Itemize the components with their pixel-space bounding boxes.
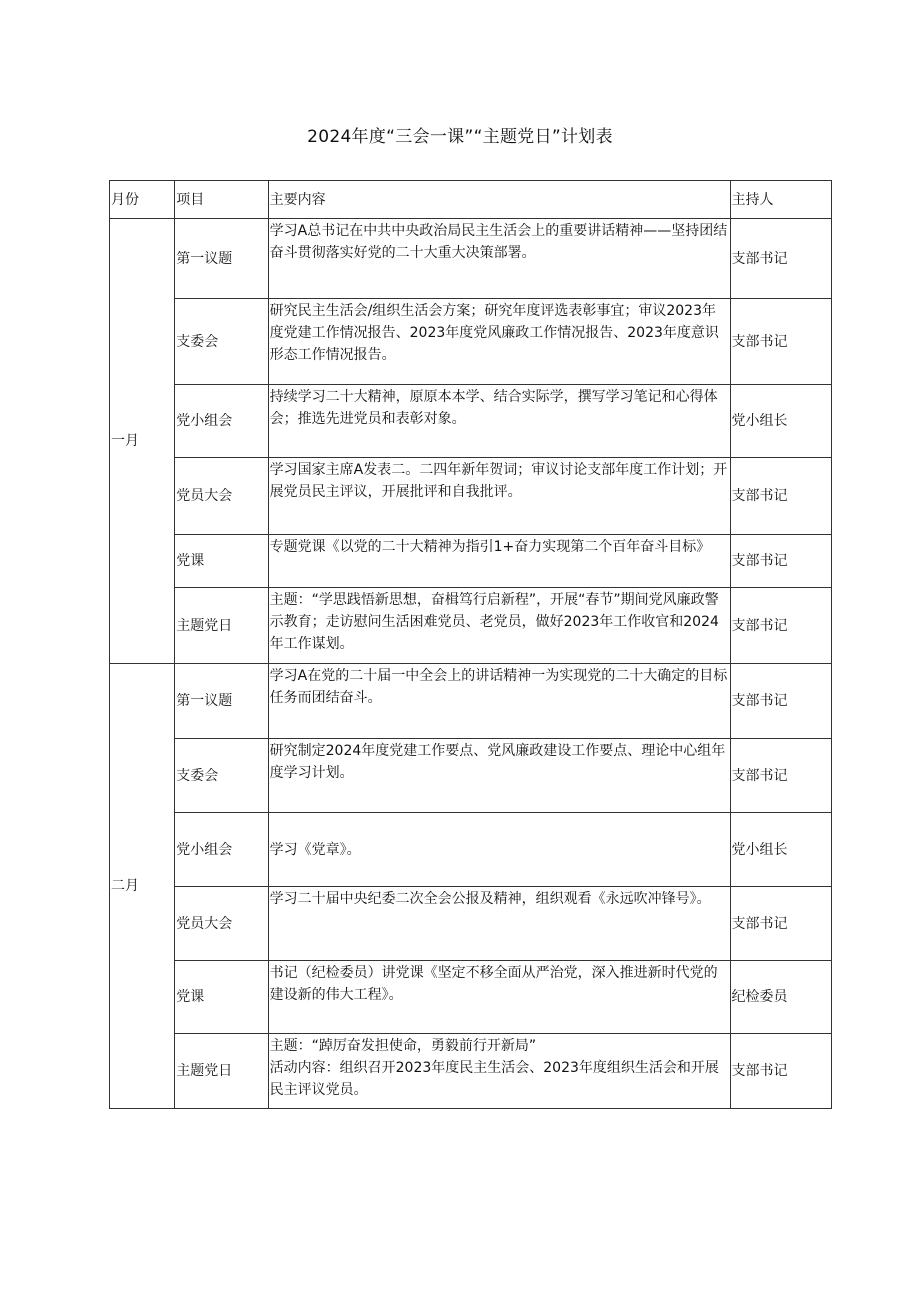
item-cell: 党课	[175, 535, 268, 588]
item-cell: 党小组会	[175, 813, 268, 887]
content-cell	[268, 1034, 730, 1109]
item-cell: 主题党日	[175, 1034, 268, 1109]
header-month: 月份	[110, 181, 175, 219]
host-cell: 支部书记	[730, 739, 831, 813]
content-cell: 学习A在党的二十届一中全会上的讲话精神一为实现党的二十大确定的目标任务而团结奋斗。	[268, 664, 730, 739]
table-row	[110, 385, 832, 458]
host-cell: 支部书记	[730, 887, 831, 961]
item-cell: 支委会	[175, 739, 268, 813]
content-activity: 活动内容：组织召开2023年度民主生活会、2023年度组织生活会和开展民主评议党员。	[269, 1060, 719, 1098]
host-cell: 支部书记	[730, 299, 831, 385]
item-cell: 党员大会	[175, 458, 268, 535]
host-cell: 支部书记	[730, 664, 831, 739]
host-cell: 支部书记	[730, 535, 831, 588]
month-cell-feb: 二月	[110, 664, 175, 1109]
item-cell: 第一议题	[175, 219, 268, 299]
item-cell: 第一议题	[175, 664, 268, 739]
content-theme: 主题：“踔厉奋发担使命，勇毅前行开新局”	[269, 1038, 537, 1054]
item-cell: 党员大会	[175, 887, 268, 961]
item-cell: 党小组会	[175, 385, 268, 458]
host-cell: 支部书记	[730, 1034, 831, 1109]
content-cell: 持续学习二十大精神，原原本本学、结合实际学，撰写学习笔记和心得体会；推选先进党员和表彰对象。	[268, 385, 730, 458]
content-cell: 主题：“学思践悟新思想，奋楫笃行启新程”，开展“春节”期间党风廉政警示教育；走访慰问生活困难党员、老党员，做好2023年工作收官和2024年工作谋划。	[268, 588, 730, 664]
table-row	[110, 588, 832, 664]
content-cell: 学习A总书记在中共中央政治局民主生活会上的重要讲话精神——坚持团结奋斗贯彻落实好党的二十大重大决策部署。	[268, 219, 730, 299]
page-title: 2024年度“三会一课”“主题党日”计划表	[307, 127, 613, 147]
table-row	[110, 813, 832, 887]
table-row	[110, 535, 832, 588]
table-row	[110, 887, 832, 961]
month-cell-jan: 一月	[110, 219, 175, 664]
host-cell: 支部书记	[730, 458, 831, 535]
content-cell: 学习二十届中央纪委二次全会公报及精神，组织观看《永远吹冲锋号》。	[268, 887, 730, 961]
item-cell: 主题党日	[175, 588, 268, 664]
content-cell: 学习国家主席A发表二。二四年新年贺词；审议讨论支部年度工作计划；开展党员民主评议，开展批评和自我批评。	[268, 458, 730, 535]
content-cell: 学习《党章》。	[268, 813, 730, 887]
table-row	[110, 1034, 832, 1109]
table-row	[110, 458, 832, 535]
table-row	[110, 299, 832, 385]
header-item: 项目	[175, 181, 268, 219]
header-content: 主要内容	[268, 181, 730, 219]
item-cell: 支委会	[175, 299, 268, 385]
content-cell: 书记（纪检委员）讲党课《坚定不移全面从严治党，深入推进新时代党的建设新的伟大工程》。	[268, 961, 730, 1034]
host-cell: 支部书记	[730, 588, 831, 664]
table-row	[110, 739, 832, 813]
table-header-row	[110, 181, 832, 219]
host-cell: 纪检委员	[730, 961, 831, 1034]
host-cell: 党小组长	[730, 385, 831, 458]
table-row	[110, 219, 832, 299]
content-cell: 研究制定2024年度党建工作要点、党风廉政建设工作要点、理论中心组年度学习计划。	[268, 739, 730, 813]
host-cell: 党小组长	[730, 813, 831, 887]
table-row	[110, 961, 832, 1034]
header-host: 主持人	[730, 181, 831, 219]
content-cell: 专题党课《以党的二十大精神为指引1+奋力实现第二个百年奋斗目标》	[268, 535, 730, 588]
content-cell: 研究民主生活会/组织生活会方案；研究年度评选表彰事宜；审议2023年度党建工作情况报告、2023年度党风廉政工作情况报告、2023年度意识形态工作情况报告。	[268, 299, 730, 385]
table-row	[110, 664, 832, 739]
item-cell: 党课	[175, 961, 268, 1034]
host-cell: 支部书记	[730, 219, 831, 299]
plan-table	[109, 180, 832, 1109]
